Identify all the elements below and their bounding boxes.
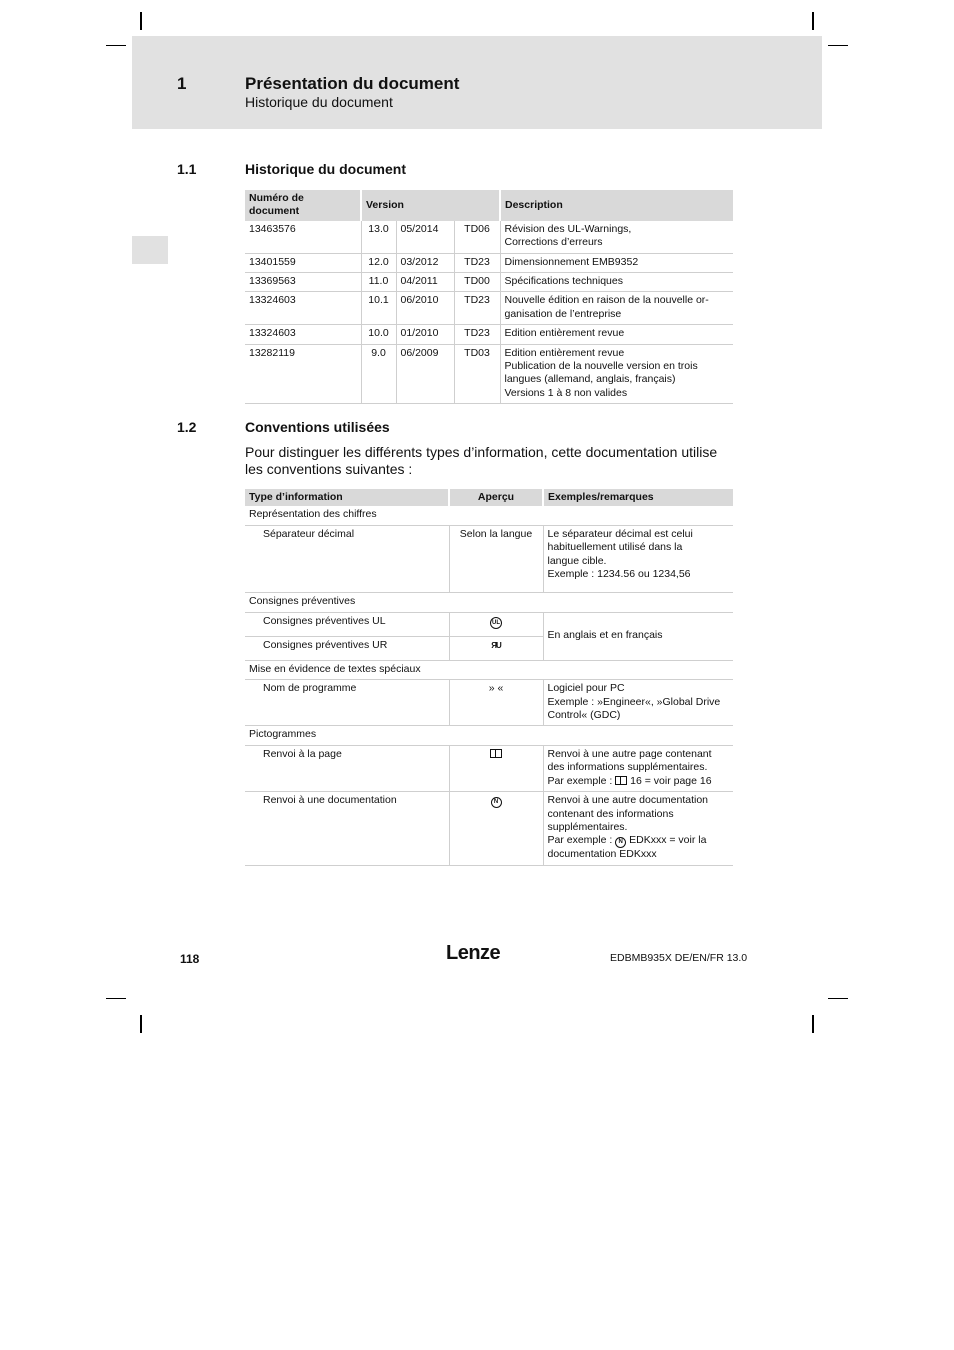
version-number: 12.0 bbox=[361, 253, 396, 272]
remarks bbox=[543, 745, 733, 791]
crop-mark bbox=[812, 1015, 814, 1033]
chapter-title: Présentation du document bbox=[245, 74, 460, 93]
table-row bbox=[245, 525, 733, 593]
chapter-number: 1 bbox=[177, 74, 187, 93]
description-line: ganisation de l’entreprise bbox=[504, 307, 622, 320]
remark-line: habituellement utilisé dans la bbox=[547, 541, 683, 554]
remark-line: langue cible. bbox=[547, 554, 607, 567]
info-type: Consignes préventives UL bbox=[245, 612, 449, 636]
group-row bbox=[245, 660, 733, 679]
example-suffix: 16 = voir page 16 bbox=[630, 774, 712, 787]
version-code: TD00 bbox=[454, 273, 500, 292]
version-code: TD23 bbox=[454, 325, 500, 344]
version-date: 03/2012 bbox=[396, 253, 454, 272]
intro-paragraph: Pour distinguer les différents types d’information, cette documentation utilise les conventions suivantes : bbox=[245, 444, 718, 477]
table-header-row bbox=[245, 489, 733, 506]
info-type: Renvoi à une documentation bbox=[245, 792, 449, 866]
info-type: Séparateur décimal bbox=[245, 525, 449, 593]
crop-mark bbox=[106, 45, 126, 46]
remark-line: des informations supplémentaires. bbox=[547, 761, 708, 774]
section-number: 1.1 bbox=[177, 161, 197, 177]
group-row bbox=[245, 506, 733, 525]
chapter-header-band bbox=[132, 36, 822, 129]
description-line: Publication de la nouvelle version en trois bbox=[504, 360, 698, 373]
example-prefix: Par exemple : bbox=[547, 834, 613, 847]
table-row bbox=[245, 792, 733, 866]
apercu bbox=[449, 612, 543, 636]
description bbox=[500, 344, 733, 404]
column-header: Aperçu bbox=[449, 489, 543, 506]
doc-number: 13401559 bbox=[245, 253, 361, 272]
table-header-row bbox=[245, 190, 733, 221]
crop-mark bbox=[812, 12, 814, 30]
group-label: Pictogrammes bbox=[245, 726, 733, 745]
version-date: 05/2014 bbox=[396, 221, 454, 253]
doc-number: 13463576 bbox=[245, 221, 361, 253]
example-suffix: EDKxxx = voir la bbox=[629, 834, 707, 847]
doc-number: 13282119 bbox=[245, 344, 361, 404]
version-code: TD23 bbox=[454, 253, 500, 272]
ul-listed-icon: UL bbox=[490, 617, 502, 629]
column-header: Numéro de document bbox=[245, 190, 361, 221]
version-date: 06/2009 bbox=[396, 344, 454, 404]
description-line: Spécifications techniques bbox=[504, 275, 623, 288]
remark-line bbox=[548, 834, 730, 848]
book-icon bbox=[490, 749, 502, 758]
description-line: Edition entièrement revue bbox=[504, 346, 625, 359]
history-table bbox=[245, 190, 733, 404]
book-icon bbox=[615, 776, 627, 785]
info-type: Consignes préventives UR bbox=[245, 636, 449, 660]
group-row bbox=[245, 726, 733, 745]
apercu bbox=[449, 792, 543, 866]
crop-mark bbox=[106, 998, 126, 999]
crop-mark bbox=[140, 12, 142, 30]
section-title: Historique du document bbox=[245, 161, 406, 177]
column-header: Type d’information bbox=[245, 489, 449, 506]
group-label: Consignes préventives bbox=[245, 593, 733, 612]
remark-line: documentation EDKxxx bbox=[547, 848, 657, 861]
remark-line bbox=[548, 775, 730, 788]
doc-number: 13324603 bbox=[245, 325, 361, 344]
apercu: » « bbox=[449, 680, 543, 726]
page-number: 118 bbox=[180, 952, 200, 966]
table-row bbox=[245, 292, 733, 325]
table-row bbox=[245, 344, 733, 404]
document-code: EDBMB935X DE/EN/FR 13.0 bbox=[610, 952, 748, 964]
description-line: Révision des UL-Warnings, bbox=[504, 222, 632, 235]
crop-mark bbox=[828, 998, 848, 999]
version-number: 10.0 bbox=[361, 325, 396, 344]
remarks bbox=[543, 792, 733, 866]
description bbox=[500, 273, 733, 292]
remark-line: Renvoi à une autre documentation bbox=[547, 794, 709, 807]
chapter-subtitle: Historique du document bbox=[245, 94, 393, 110]
doc-number: 13324603 bbox=[245, 292, 361, 325]
section-title: Conventions utilisées bbox=[245, 419, 390, 435]
description-line: Versions 1 à 8 non valides bbox=[504, 386, 628, 399]
column-header: Exemples/remarques bbox=[543, 489, 733, 506]
column-header: Description bbox=[500, 190, 733, 221]
version-number: 11.0 bbox=[361, 273, 396, 292]
documentation-icon: N bbox=[615, 837, 626, 848]
info-type: Renvoi à la page bbox=[245, 745, 449, 791]
remark-line: Renvoi à une autre page contenant bbox=[547, 747, 712, 760]
description bbox=[500, 325, 733, 344]
apercu bbox=[449, 636, 543, 660]
table-row bbox=[245, 745, 733, 791]
description bbox=[500, 253, 733, 272]
version-number: 9.0 bbox=[361, 344, 396, 404]
table-row bbox=[245, 221, 733, 253]
remark-line: supplémentaires. bbox=[547, 820, 628, 833]
remark-line: Logiciel pour PC bbox=[547, 682, 625, 695]
description-line: langues (allemand, anglais, français) bbox=[504, 373, 676, 386]
example-prefix: Par exemple : bbox=[547, 774, 613, 787]
crop-mark bbox=[140, 1015, 142, 1033]
apercu: Selon la langue bbox=[449, 525, 543, 593]
version-date: 01/2010 bbox=[396, 325, 454, 344]
description bbox=[500, 292, 733, 325]
version-number: 13.0 bbox=[361, 221, 396, 253]
section-number: 1.2 bbox=[177, 419, 197, 435]
remark-line: contenant des informations bbox=[547, 807, 674, 820]
version-code: TD06 bbox=[454, 221, 500, 253]
description bbox=[500, 221, 733, 253]
documentation-icon: N bbox=[491, 797, 502, 808]
version-code: TD03 bbox=[454, 344, 500, 404]
table-row bbox=[245, 680, 733, 726]
remark-line: Exemple : 1234.56 ou 1234,56 bbox=[547, 568, 691, 581]
info-type: Nom de programme bbox=[245, 680, 449, 726]
group-row bbox=[245, 593, 733, 612]
remarks bbox=[543, 680, 733, 726]
table-row bbox=[245, 273, 733, 292]
remarks bbox=[543, 525, 733, 593]
remark-line: Le séparateur décimal est celui bbox=[547, 527, 693, 540]
version-code: TD23 bbox=[454, 292, 500, 325]
remark-line: Control« (GDC) bbox=[547, 709, 621, 722]
version-number: 10.1 bbox=[361, 292, 396, 325]
table-row bbox=[245, 253, 733, 272]
version-date: 06/2010 bbox=[396, 292, 454, 325]
ur-recognized-icon: ЯU bbox=[491, 640, 501, 650]
chapter-side-tab bbox=[132, 236, 168, 264]
table-row bbox=[245, 612, 733, 636]
table-row bbox=[245, 325, 733, 344]
remark-line: Exemple : »Engineer«, »Global Drive bbox=[547, 695, 721, 708]
version-date: 04/2011 bbox=[396, 273, 454, 292]
group-label: Représentation des chiffres bbox=[245, 506, 733, 525]
remarks: En anglais et en français bbox=[543, 612, 733, 660]
description-line: Dimensionnement EMB9352 bbox=[504, 255, 639, 268]
conventions-table bbox=[245, 489, 733, 866]
group-label: Mise en évidence de textes spéciaux bbox=[245, 660, 733, 679]
description-line: Corrections d’erreurs bbox=[504, 236, 603, 249]
column-header: Version bbox=[361, 190, 500, 221]
doc-number: 13369563 bbox=[245, 273, 361, 292]
description-line: Edition entièrement revue bbox=[504, 327, 625, 340]
crop-mark bbox=[828, 45, 848, 46]
lenze-logo: Lenze bbox=[446, 942, 501, 964]
apercu bbox=[449, 745, 543, 791]
description-line: Nouvelle édition en raison de la nouvelle or- bbox=[504, 294, 709, 307]
